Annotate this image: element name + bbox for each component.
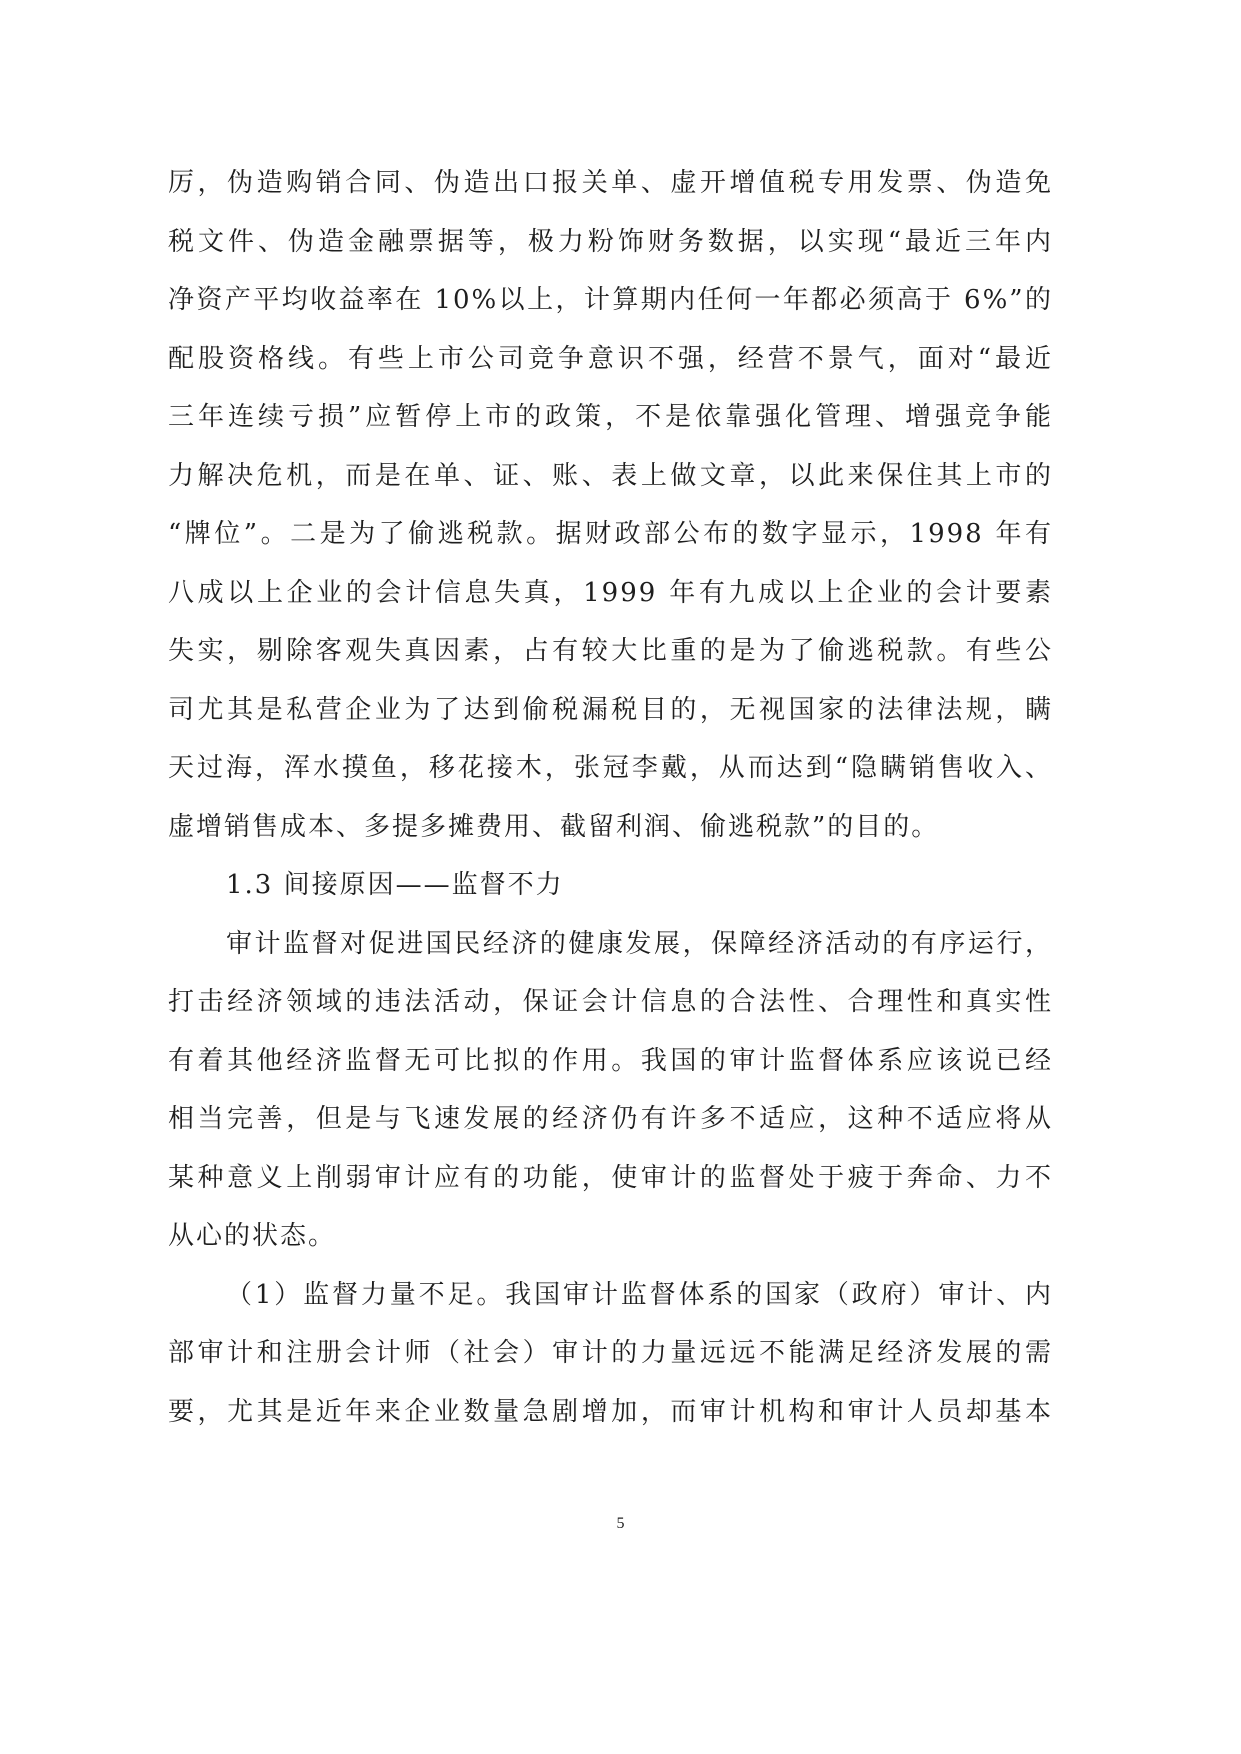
- text-line: 厉，伪造购销合同、伪造出口报关单、虚开增值税专用发票、伪造免: [168, 168, 1053, 198]
- text-line: 某种意义上削弱审计应有的功能，使审计的监督处于疲于奔命、力不: [168, 1162, 1053, 1193]
- text-line: 税文件、伪造金融票据等，极力粉饰财务数据，以实现“最近三年内: [168, 226, 1053, 257]
- text-line: 力解决危机，而是在单、证、账、表上做文章，以此来保住其上市的: [168, 460, 1053, 491]
- paragraph-end-line: 虚增销售成本、多提多摊费用、截留利润、偷逃税款”的目的。: [168, 811, 940, 842]
- text-line: 有着其他经济监督无可比拟的作用。我国的审计监督体系应该说已经: [168, 1045, 1053, 1076]
- text-line: 配股资格线。有些上市公司竞争意识不强，经营不景气，面对“最近: [168, 343, 1053, 374]
- text-line: 净资产平均收益率在 10%以上，计算期内任何一年都必须高于 6%”的: [168, 285, 1053, 315]
- text-line: 部审计和注册会计师（社会）审计的力量远远不能满足经济发展的需: [168, 1338, 1053, 1368]
- text-line: 失实，剔除客观失真因素，占有较大比重的是为了偷逃税款。有些公: [168, 636, 1053, 666]
- text-line: 八成以上企业的会计信息失真，1999 年有九成以上企业的会计要素: [168, 577, 1053, 608]
- text-line: “牌位”。二是为了偷逃税款。据财政部公布的数字显示，1998 年有: [168, 519, 1053, 549]
- text-line: 三年连续亏损”应暂停上市的政策，不是依靠强化管理、增强竞争能: [168, 402, 1053, 432]
- page-number: 5: [616, 1515, 625, 1532]
- paragraph-first-line: （1）监督力量不足。我国审计监督体系的国家（政府）审计、内: [226, 1279, 1053, 1310]
- text-line: 打击经济领域的违法活动，保证会计信息的合法性、合理性和真实性: [168, 987, 1053, 1017]
- paragraph-first-line: 审计监督对促进国民经济的健康发展，保障经济活动的有序运行，: [226, 928, 1053, 959]
- paragraph-end-line: 从心的状态。: [168, 1221, 337, 1251]
- body-text: [168, 154, 1053, 1441]
- section-heading: 1.3 间接原因——监督不力: [226, 870, 564, 900]
- text-line: 天过海，浑水摸鱼，移花接木，张冠李戴，从而达到“隐瞒销售收入、: [168, 753, 1053, 783]
- text-line: 司尤其是私营企业为了达到偷税漏税目的，无视国家的法律法规，瞒: [168, 694, 1053, 725]
- text-line: 要，尤其是近年来企业数量急剧增加，而审计机构和审计人员却基本: [168, 1396, 1053, 1427]
- text-line: 相当完善，但是与飞速发展的经济仍有许多不适应，这种不适应将从: [168, 1104, 1053, 1134]
